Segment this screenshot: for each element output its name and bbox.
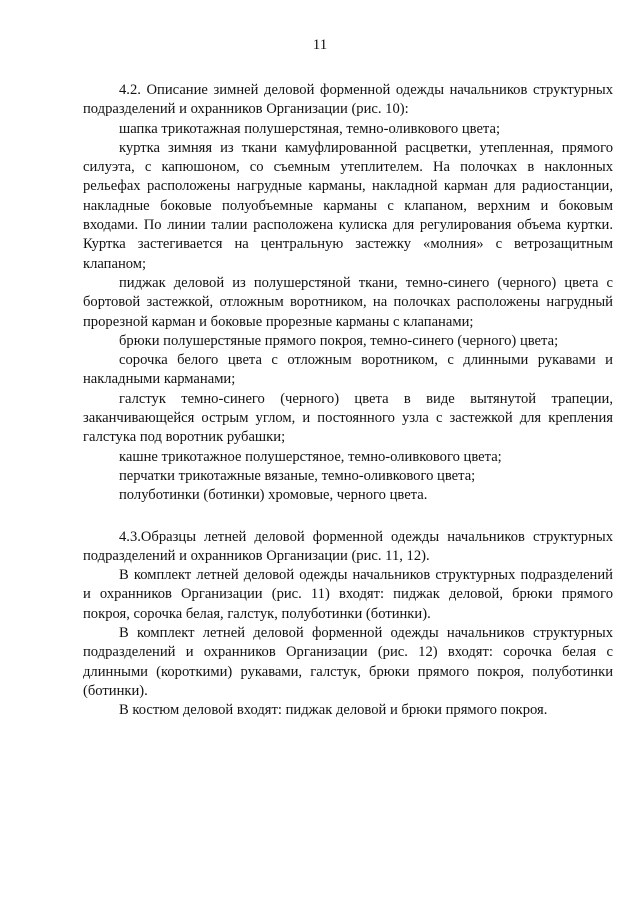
- clothing-item-trousers: брюки полушерстяные прямого покроя, темно-синего (черного) цвета;: [119, 332, 559, 349]
- section-4-2-heading: 4.2. Описание зимней деловой форменной одежды начальников структурных подразделений и охранников Организации (рис. 10):: [83, 82, 613, 118]
- clothing-item-scarf: кашне трикотажное полушерстяное, темно-оливкового цвета;: [119, 448, 502, 465]
- business-suit-composition: В костюм деловой входят: пиджак деловой и брюки прямого покроя.: [119, 702, 548, 719]
- page-number: 11: [312, 37, 328, 53]
- document-body: [83, 81, 613, 721]
- clothing-item-tie: галстук темно-синего (черного) цвета в виде вытянутой трапеции, заканчивающейся острым углом, и постоянного узла с застежкой для крепления галстука под воротник рубашки;: [83, 390, 613, 446]
- clothing-item-hat: шапка трикотажная полушерстяная, темно-оливкового цвета;: [119, 120, 501, 137]
- clothing-item-shirt: сорочка белого цвета с отложным воротником, с длинными рукавами и накладными карманами;: [83, 352, 613, 388]
- clothing-item-winter-jacket: куртка зимняя из ткани камуфлированной расцветки, утепленная, прямого силуэта, с капюшоном, со съемным утеплителем. На полочках в наклонных рельефах расположены нагрудные карманы, накладной карман для радиостанции, накладные боковые полуобъемные карманы с клапаном, верхним и боковым входами. По линии талии расположена кулиска для регулирования объема куртки. Куртка застегивается на центральную застежку «молния» с ветрозащитным клапаном;: [83, 139, 613, 272]
- summer-set-figure-12: В комплект летней деловой форменной одежды начальников структурных подразделений и охранников Организации (рис. 12) входят: сорочка белая с длинными (короткими) рукавами, галстук, брюки прямого покроя, полуботинки (ботинки).: [83, 625, 613, 699]
- clothing-item-shoes: полуботинки (ботинки) хромовые, черного цвета.: [119, 487, 428, 504]
- section-4-3-heading: 4.3.Образцы летней деловой форменной одежды начальников структурных подразделений и охранников Организации (рис. 11, 12).: [83, 528, 613, 564]
- clothing-item-gloves: перчатки трикотажные вязаные, темно-оливкового цвета;: [119, 467, 476, 484]
- summer-set-figure-11: В комплект летней деловой одежды начальников структурных подразделений и охранников Организации (рис. 11) входят: пиджак деловой, брюки прямого покроя, сорочка белая, галстук, полуботинки (ботинки).: [83, 567, 613, 622]
- section-gap: [83, 506, 613, 528]
- clothing-item-suit-jacket: пиджак деловой из полушерстяной ткани, темно-синего (черного) цвета с бортовой застежкой, отложным воротником, на полочках расположены нагрудный прорезной карман и боковые прорезные карманы с клапанами;: [83, 274, 613, 330]
